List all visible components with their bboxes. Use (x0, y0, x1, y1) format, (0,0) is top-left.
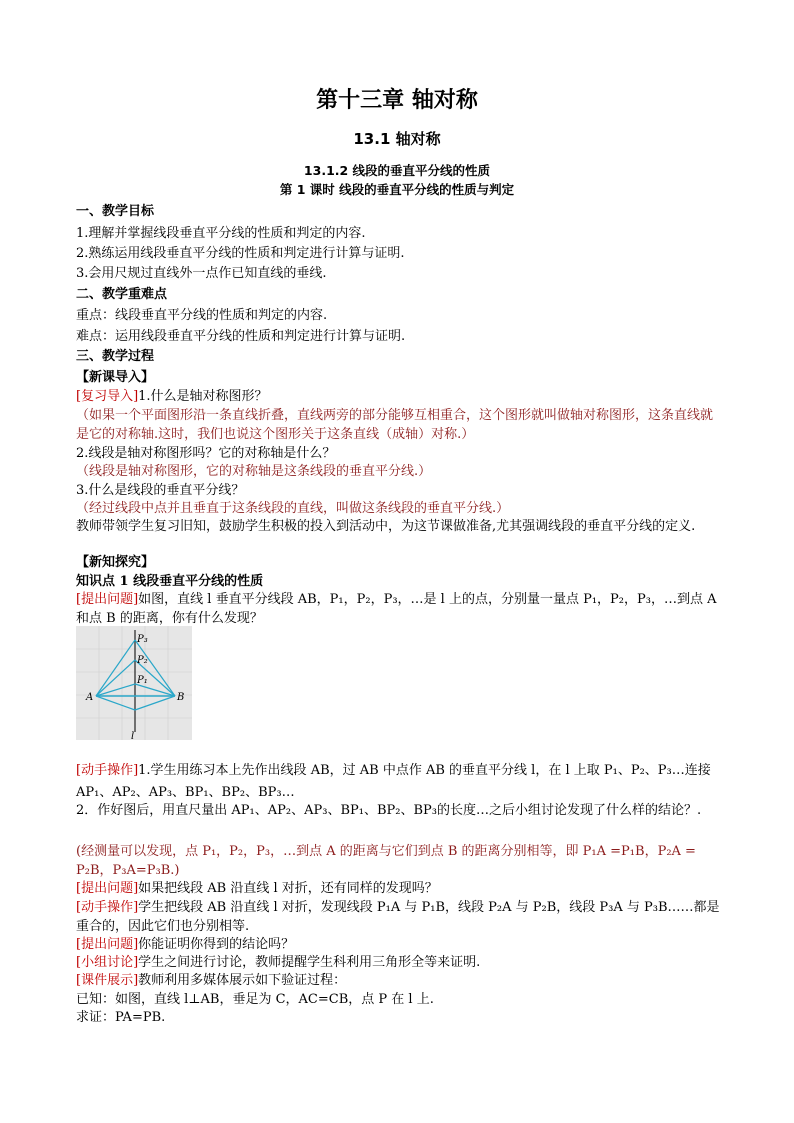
teacher-note: 教师带领学生复习旧知，鼓励学生积极的投入到活动中，为这节课做准备,尤其强调线段的垂直平分线的定义. (76, 519, 696, 534)
operation-tag: [动手操作] (76, 763, 139, 778)
discussion-tag: [小组讨论] (76, 955, 139, 970)
operation-step-2: 2．作好图后，用直尺量出 AP₁、AP₂、AP₃、BP₁、BP₂、BP₃的长度…之后小组讨论发现了什么样的结论？. (76, 803, 702, 818)
label-b: B (177, 692, 185, 703)
question-tag-2: [提出问题] (76, 881, 139, 896)
question-proof: [提出问题]你能证明你得到的结论吗？ (76, 937, 295, 952)
perpendicular-bisector-figure (76, 626, 192, 740)
question-tag: [提出问题] (76, 592, 139, 607)
review-answer-1: （如果一个平面图形沿一条直线折叠，直线两旁的部分能够互相重合，这个图形就叫做轴对称图形，这条直线就是它的对称轴.这时，我们也说这个图形关于这条直线（成轴）对称.） (76, 408, 714, 442)
figure-background (76, 626, 192, 740)
question-figure: [提出问题]如图，直线 l 垂直平分线段 AB，P₁，P₂，P₃，…是 l 上的点，分别量一量点 P₁，P₂，P₃，…到点 A和点 B 的距离，你有什么发现？ (76, 592, 717, 626)
objective-1: 1.理解并掌握线段垂直平分线的性质和判定的内容. (76, 226, 366, 241)
operation-fold: [动手操作]学生把线段 AB 沿直线 l 对折，发现线段 P₁A 与 P₁B，线段 P₂A 与 P₂B，线段 P₃A 与 P₃B……都是重合的，因此它们也分别相等. (76, 900, 720, 934)
chapter-title: 第十三章 轴对称 (316, 88, 478, 113)
prove-statement: 求证：PA=PB. (76, 1010, 166, 1025)
label-p3: P₃ (137, 634, 148, 645)
review-tag: [复习导入] (76, 389, 139, 404)
lesson-title: 第 1 课时 线段的垂直平分线的性质与判定 (279, 182, 515, 197)
label-a: A (86, 692, 94, 703)
section-title: 13.1 轴对称 (353, 130, 441, 148)
given-statement: 已知：如图，直线 l⊥AB，垂足为 C，AC=CB，点 P 在 l 上. (76, 992, 434, 1007)
review-answer-2: （线段是轴对称图形，它的对称轴是这条线段的垂直平分线.） (76, 464, 432, 479)
knowledge-point-1: 知识点 1 线段垂直平分线的性质 (76, 574, 264, 589)
heading-objectives: 一、教学目标 (76, 204, 155, 219)
courseware-show: [课件展示]教师利用多媒体展示如下验证过程： (76, 973, 347, 988)
difficult-point: 难点：运用线段垂直平分线的性质和判定进行计算与证明. (76, 329, 406, 344)
operation-answer: (经测量可以发现，点 P₁，P₂，P₃，…到点 A 的距离与它们到点 B 的距离分别相等，即 P₁A =P₁B，P₂A = P₂B，P₃A=P₃B.) (76, 844, 696, 878)
question-tag-3: [提出问题] (76, 937, 139, 952)
heading-key-points: 二、教学重难点 (76, 287, 168, 302)
heading-intro: 【新课导入】 (76, 370, 155, 385)
review-answer-3: （经过线段中点并且垂直于这条线段的直线，叫做这条线段的垂直平分线.） (76, 501, 510, 516)
label-p2: P₂ (137, 655, 148, 666)
review-question-3: 3.什么是线段的垂直平分线？ (76, 483, 245, 498)
label-l: l (131, 731, 135, 740)
objective-2: 2.熟练运用线段垂直平分线的性质和判定进行计算与证明. (76, 246, 405, 261)
objective-3: 3.会用尺规过直线外一点作已知直线的垂线. (76, 266, 327, 281)
heading-explore: 【新知探究】 (76, 555, 155, 570)
review-question-1: [复习导入]1.什么是轴对称图形？ (76, 389, 268, 404)
review-question-2: 2.线段是轴对称图形吗？它的对称轴是什么？ (76, 446, 336, 461)
heading-process: 三、教学过程 (76, 349, 155, 364)
question-fold: [提出问题]如果把线段 AB 沿直线 l 对折，还有同样的发现吗？ (76, 881, 438, 896)
operation-tag-2: [动手操作] (76, 900, 139, 915)
subsection-title: 13.1.2 线段的垂直平分线的性质 (303, 163, 491, 178)
courseware-tag: [课件展示] (76, 973, 139, 988)
label-p1: P₁ (137, 675, 148, 686)
key-point: 重点：线段垂直平分线的性质和判定的内容. (76, 308, 328, 323)
operation-step-1: [动手操作]1.学生用练习本上先作出线段 AB，过 AB 中点作 AB 的垂直平分线 l，在 l 上取 P₁、P₂、P₃…连接 AP₁、AP₂、AP₃、BP₁、BP₂、BP₃… (76, 763, 711, 800)
group-discussion: [小组讨论]学生之间进行讨论，教师提醒学生科利用三角形全等来证明. (76, 955, 481, 970)
